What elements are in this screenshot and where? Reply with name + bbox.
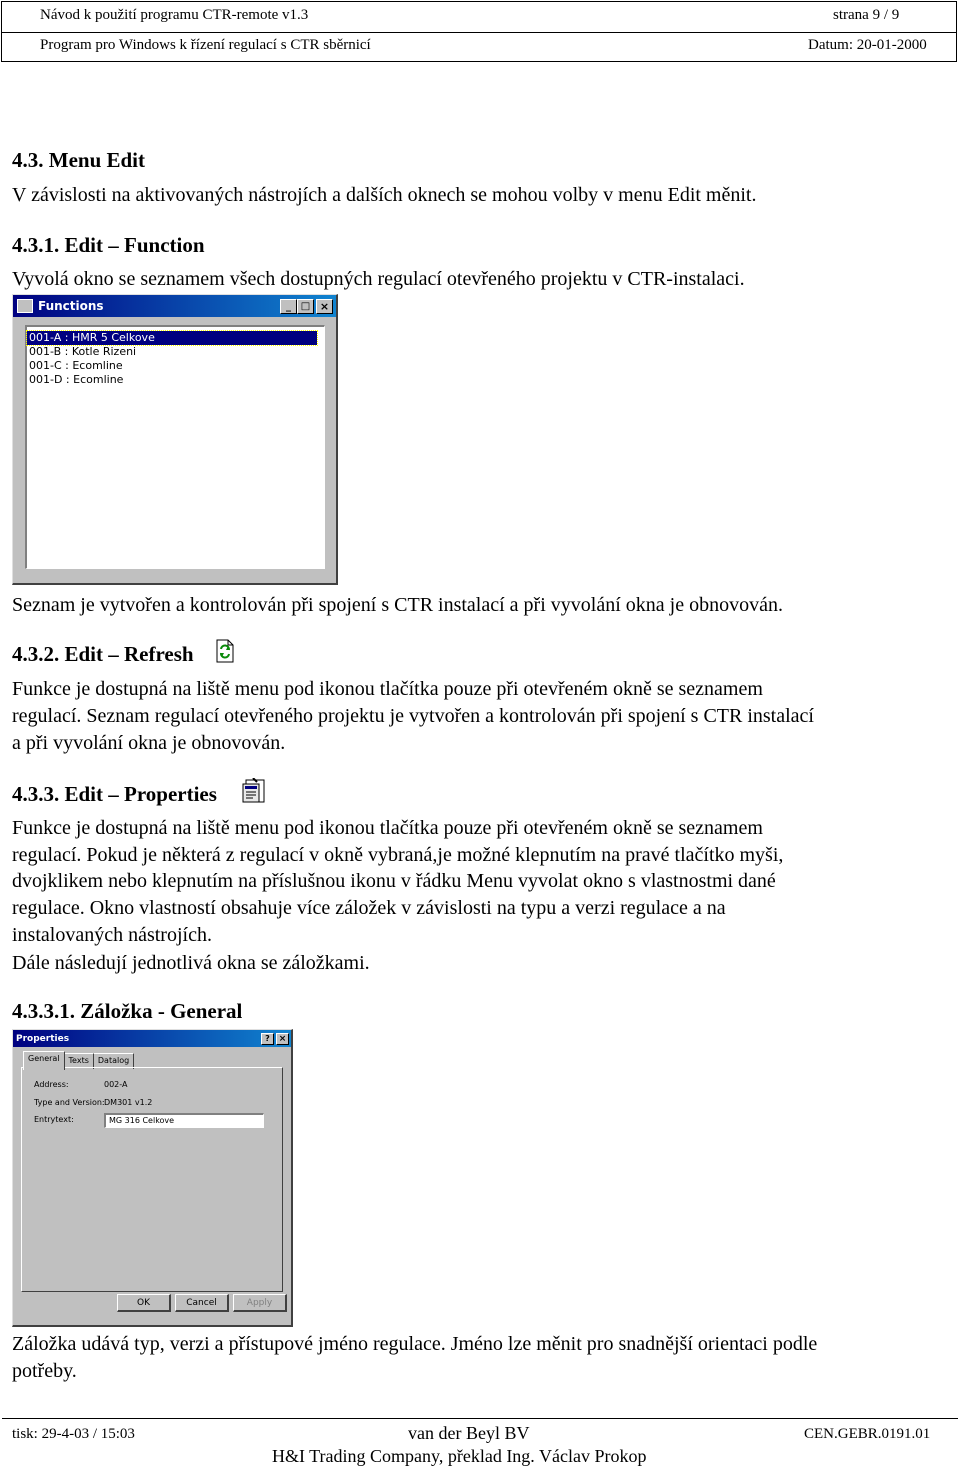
section-text-4-3-3-line3: dvojklikem nebo klepnutím na příslušnou ikonu v řádku Menu vyvolat okno s vlastnostmi dané: [12, 870, 776, 892]
footer-trading: H&I Trading Company, překlad Ing. Václav Prokop: [272, 1446, 647, 1466]
list-item[interactable]: 001-D : Ecomline: [29, 373, 124, 386]
section-text-4-3-1: Vyvolá okno se seznamem všech dostupných regulací otevřeného projektu v CTR-instalaci.: [12, 268, 745, 290]
close-button[interactable]: ×: [316, 299, 333, 314]
properties-window: [12, 1029, 293, 1327]
section-text-4-3-3-line4: regulace. Okno vlastností obsahuje více záložek v závislosti na typu a verzi regulace a na: [12, 897, 726, 919]
properties-tabs: [23, 1051, 134, 1067]
type-version-label: Type and Version:: [34, 1098, 105, 1107]
page-number: strana 9 / 9: [833, 7, 900, 23]
entrytext-input[interactable]: MG 316 Celkove: [104, 1113, 264, 1128]
help-button[interactable]: ?: [261, 1033, 274, 1045]
properties-window-title: Properties: [16, 1033, 70, 1044]
header-divider: [2, 32, 956, 33]
section-text-4-3: V závislosti na aktivovaných nástrojích a dalších oknech se mohou volby v menu Edit měnit.: [12, 184, 757, 206]
refresh-icon: [215, 639, 235, 668]
properties-icon: [242, 778, 266, 809]
section-text-4-3-2-line1: Funkce je dostupná na liště menu pod ikonou tlačítka pouze při otevřeném okně se seznamem: [12, 678, 763, 700]
list-item-selected[interactable]: 001-A : HMR 5 Celkove: [27, 331, 317, 345]
tab-panel-general: [21, 1067, 283, 1292]
footer-print-date: tisk: 29-4-03 / 15:03: [12, 1426, 135, 1442]
functions-list[interactable]: [25, 325, 325, 569]
window-app-icon: [17, 299, 33, 313]
document-subtitle: Program pro Windows k řízení regulací s CTR sběrnicí: [40, 37, 371, 53]
entrytext-label: Entrytext:: [34, 1115, 74, 1124]
tab-general[interactable]: General: [23, 1051, 65, 1070]
type-version-value: DM301 v1.2: [104, 1098, 153, 1107]
section-text-4-3-3-line2: regulací. Pokud je některá z regulací v okně vybraná,je možné klepnutím na pravé tlačítko myši,: [12, 844, 784, 866]
section-text-4-3-2-line3: a při vyvolání okna je obnovován.: [12, 732, 286, 754]
document-date: Datum: 20-01-2000: [808, 37, 927, 53]
section-text-4-3-3-line6: Dále následují jednotlivá okna se záložkami.: [12, 952, 370, 974]
footer-divider: [2, 1418, 958, 1419]
section-text-4-3-3-line1: Funkce je dostupná na liště menu pod ikonou tlačítka pouze při otevřeném okně se seznamem: [12, 817, 763, 839]
section-text-4-3-3-1-line1: Záložka udává typ, verzi a přístupové jméno regulace. Jméno lze měnit pro snadnější orientaci podle: [12, 1333, 818, 1355]
tab-texts[interactable]: Texts: [65, 1053, 94, 1069]
minimize-button[interactable]: _: [280, 299, 297, 314]
document-title: Návod k použití programu CTR-remote v1.3: [40, 7, 309, 23]
section-text-4-3-3-line5: instalovaných nástrojích.: [12, 924, 212, 946]
section-text-4-3-1-after: Seznam je vytvořen a kontrolován při spojení s CTR instalací a při vyvolání okna je obnovován.: [12, 594, 783, 616]
section-text-4-3-3-1-line2: potřeby.: [12, 1360, 77, 1382]
functions-window-title: Functions: [38, 299, 104, 313]
maximize-button[interactable]: □: [297, 299, 314, 314]
properties-titlebar: [13, 1030, 291, 1047]
functions-titlebar: [13, 295, 336, 317]
functions-window: [12, 294, 338, 585]
section-heading-4-3-2: 4.3.2. Edit – Refresh: [12, 642, 194, 666]
section-heading-4-3: 4.3. Menu Edit: [12, 148, 146, 172]
section-heading-4-3-3-1: 4.3.3.1. Záložka - General: [12, 999, 243, 1023]
list-item[interactable]: 001-B : Kotle Rizeni: [29, 345, 137, 358]
close-button[interactable]: ×: [276, 1033, 289, 1045]
address-value: 002-A: [104, 1080, 128, 1089]
tab-datalog[interactable]: Datalog: [94, 1053, 134, 1069]
section-text-4-3-2-line2: regulací. Seznam regulací otevřeného projektu je vytvořen a kontrolován při spojení s CTR instalací: [12, 705, 814, 727]
footer-company: van der Beyl BV: [408, 1423, 530, 1443]
footer-code: CEN.GEBR.0191.01: [804, 1426, 931, 1442]
cancel-button[interactable]: Cancel: [175, 1294, 229, 1312]
apply-button[interactable]: Apply: [233, 1294, 287, 1312]
address-label: Address:: [34, 1080, 69, 1089]
section-heading-4-3-1: 4.3.1. Edit – Function: [12, 233, 205, 257]
list-item[interactable]: 001-C : Ecomline: [29, 359, 123, 372]
section-heading-4-3-3: 4.3.3. Edit – Properties: [12, 782, 217, 806]
ok-button[interactable]: OK: [117, 1294, 171, 1312]
